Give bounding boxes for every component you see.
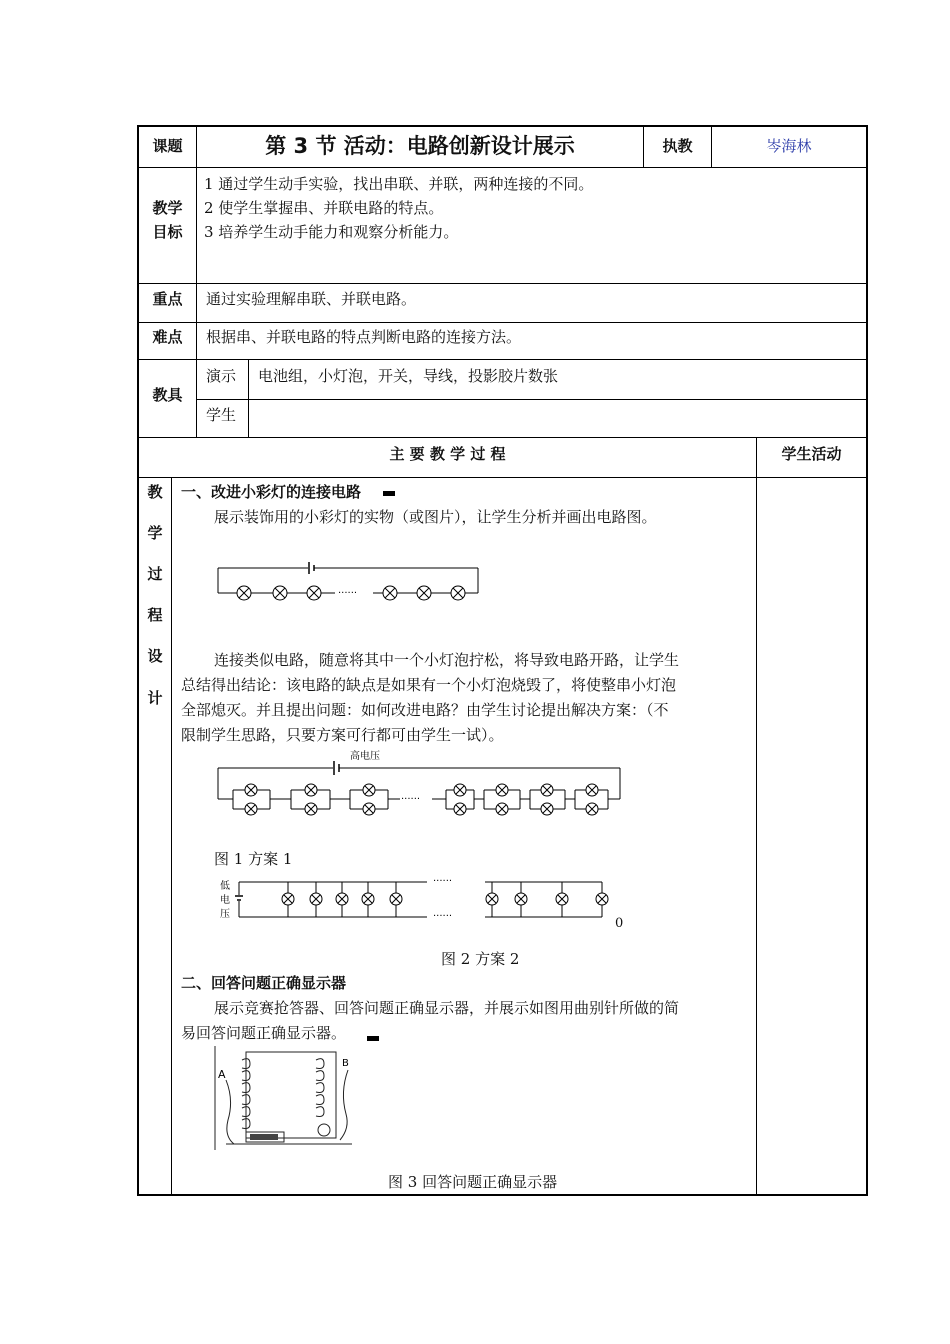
topic-label: 课题: [152, 137, 183, 155]
section1-title: 一、改进小彩灯的连接电路: [181, 483, 362, 501]
series-lights-circuit: [210, 558, 490, 608]
figure1-caption: 图 1 方案 1: [214, 850, 293, 868]
objective-item: 3 培养学生动手能力和观察分析能力。: [204, 223, 459, 241]
equipment-label: 教具: [152, 386, 183, 404]
edit-mark: [383, 491, 395, 496]
section1-intro: 展示装饰用的小彩灯的实物（或图片），让学生分析并画出电路图。: [214, 508, 657, 526]
fig2-voltage-char: 低: [220, 881, 230, 892]
figure2-circuit: [215, 872, 635, 932]
svg-text:······: ······: [433, 911, 453, 922]
svg-text:······: ······: [433, 876, 453, 887]
demo-text: 电池组，小灯泡，开关，导线，投影胶片数张: [258, 367, 559, 385]
figure3-sketch: [212, 1046, 362, 1151]
side-label-char: 过: [147, 565, 163, 583]
teacher-label: 执教: [662, 137, 693, 155]
fig2-voltage-char: 压: [220, 909, 230, 920]
fig2-voltage-char: 电: [220, 895, 230, 906]
student-label: 学生: [206, 406, 237, 424]
section1-para-line: 全部熄灭。并且提出问题：如何改进电路？由学生讨论提出解决方案：（不: [181, 701, 669, 719]
svg-text:······: ······: [401, 794, 421, 805]
section2-para-line: 展示竞赛抢答器、回答问题正确显示器，并展示如图用曲别针所做的简: [214, 999, 680, 1017]
fig1-voltage-label: 高电压: [350, 751, 380, 762]
figure3-caption: 图 3 回答问题正确显示器: [388, 1173, 558, 1191]
lesson-title: 第 3 节 活动：电路创新设计展示: [265, 134, 575, 158]
section1-para-line: 连接类似电路，随意将其中一个小灯泡拧松，将导致电路开路，让学生: [214, 651, 680, 669]
side-label-char: 设: [147, 647, 163, 665]
figure2-caption: 图 2 方案 2: [441, 950, 520, 968]
difficulty-text: 根据串、并联电路的特点判断电路的连接方法。: [206, 328, 522, 346]
section2-para-line: 易回答问题正确显示器。: [181, 1024, 347, 1042]
fig3-letter: B: [342, 1058, 349, 1069]
key-point-label: 重点: [152, 290, 183, 308]
section1-para-line: 限制学生思路，只要方案可行都可由学生一试）。: [181, 726, 504, 744]
objective-item: 1 通过学生动手实验，找出串联、并联，两种连接的不同。: [204, 175, 594, 193]
teacher-name: 岑海林: [766, 137, 812, 155]
fig2-stray-mark: 0: [615, 916, 624, 931]
activity-header: 学生活动: [781, 445, 842, 463]
objectives-label-line2: 目标: [152, 223, 183, 241]
side-label-char: 计: [147, 689, 163, 707]
demo-label: 演示: [206, 367, 237, 385]
fig3-letter: A: [218, 1068, 226, 1081]
figure1-circuit: [210, 748, 630, 833]
section2-title: 二、回答问题正确显示器: [181, 974, 347, 992]
difficulty-label: 难点: [152, 328, 183, 346]
key-point-text: 通过实验理解串联、并联电路。: [206, 290, 417, 308]
section1-para-line: 总结得出结论：该电路的缺点是如果有一个小灯泡烧毁了，将使整串小灯泡: [181, 676, 677, 694]
objectives-label-line1: 教学: [152, 199, 183, 217]
side-label-char: 学: [147, 524, 163, 542]
edit-mark: [367, 1036, 379, 1041]
process-header: 主 要 教 学 过 程: [389, 445, 506, 463]
objective-item: 2 使学生掌握串、并联电路的特点。: [204, 199, 444, 217]
side-label-char: 教: [147, 483, 163, 501]
side-label-char: 程: [147, 606, 163, 624]
svg-text:······: ······: [338, 588, 358, 599]
